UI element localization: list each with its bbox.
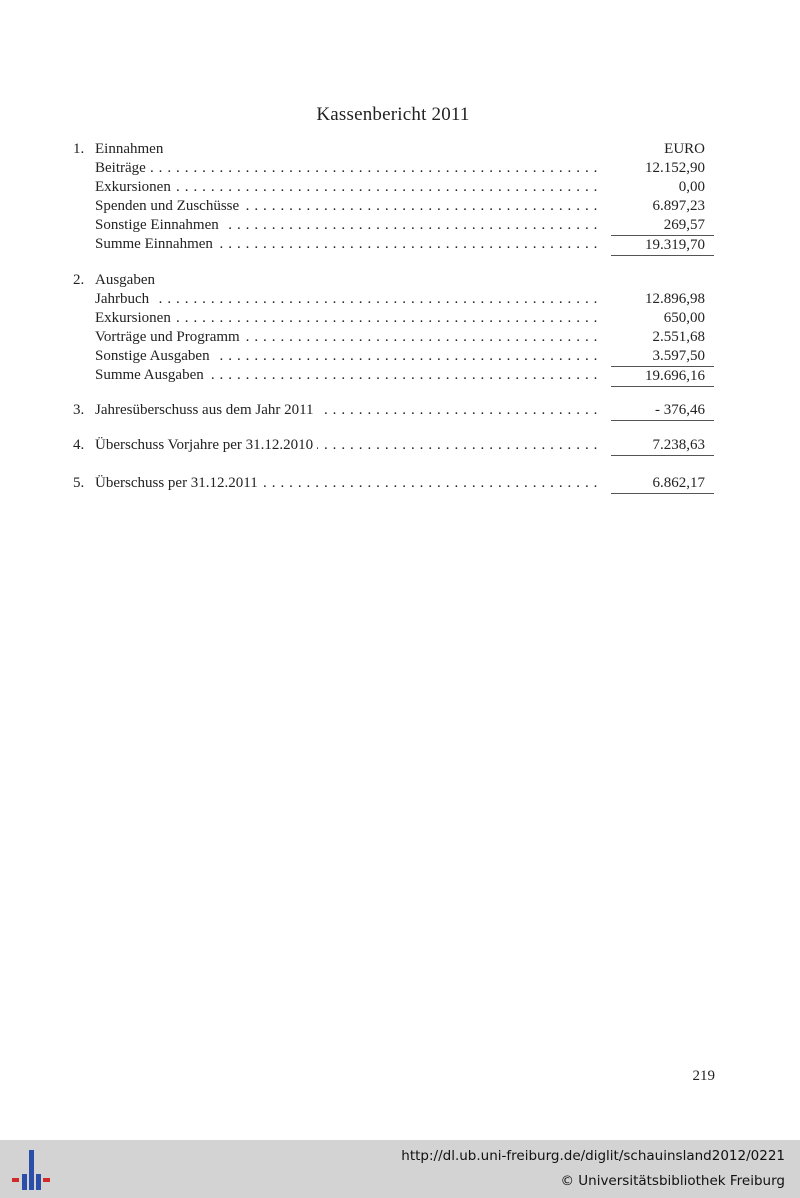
table-row [0, 216, 800, 235]
row-label: Jahrbuch [95, 291, 153, 307]
row-amount: 2.551,68 [652, 329, 705, 345]
section-number: 4. [73, 437, 85, 453]
section-heading-ausgaben [0, 271, 800, 290]
footer-bar [0, 1140, 800, 1198]
section-number: 1. [73, 141, 85, 157]
row-amount: 6.897,23 [652, 198, 705, 214]
table-row [0, 328, 800, 347]
total-row [0, 366, 800, 385]
summary-row [0, 474, 800, 493]
total-row [0, 235, 800, 254]
row-amount: 12.896,98 [645, 291, 705, 307]
total-label: Summe Ausgaben [95, 367, 208, 383]
summary-amount: 6.862,17 [611, 474, 714, 494]
table-row [0, 309, 800, 328]
table-row [0, 290, 800, 309]
summary-amount: 7.238,63 [611, 436, 714, 456]
section-heading-einnahmen [0, 140, 800, 159]
row-label: Exkursionen [95, 179, 175, 195]
row-label: Sonstige Ausgaben [95, 348, 214, 364]
summary-row [0, 401, 800, 420]
page-number: 219 [692, 1068, 715, 1084]
row-amount: 269,57 [663, 217, 705, 233]
summary-label: Jahresüberschuss aus dem Jahr 2011 [95, 402, 318, 418]
ub-freiburg-logo-icon[interactable] [10, 1148, 52, 1192]
total-amount: 19.319,70 [611, 235, 714, 256]
section-number: 2. [73, 272, 85, 288]
currency-header: EURO [664, 141, 705, 157]
row-label: Spenden und Zuschüsse [95, 198, 243, 214]
row-amount: 3.597,50 [652, 348, 705, 364]
row-label: Sonstige Einnahmen [95, 217, 223, 233]
row-label: Vorträge und Programm [95, 329, 244, 345]
copyright-notice: © Universitätsbibliothek Freiburg [560, 1173, 785, 1189]
table-row [0, 347, 800, 366]
row-amount: 650,00 [663, 310, 705, 326]
row-amount: 12.152,90 [645, 160, 705, 176]
total-amount: 19.696,16 [611, 366, 714, 387]
summary-label: Überschuss Vorjahre per 31.12.2010 [95, 437, 317, 453]
section-heading: Ausgaben [95, 272, 159, 288]
permalink-url[interactable]: http://dl.ub.uni-freiburg.de/diglit/schauinsland2012/0221 [401, 1148, 785, 1164]
section-number: 5. [73, 475, 85, 491]
summary-label: Überschuss per 31.12.2011 [95, 475, 262, 491]
row-label: Exkursionen [95, 310, 175, 326]
row-label: Beiträge [95, 160, 150, 176]
total-label: Summe Einnahmen [95, 236, 217, 252]
table-row [0, 178, 800, 197]
section-number: 3. [73, 402, 85, 418]
summary-row [0, 436, 800, 455]
row-amount: 0,00 [678, 179, 705, 195]
summary-amount: - 376,46 [611, 401, 714, 421]
page-title: Kassenbericht 2011 [316, 104, 470, 125]
section-heading: Einnahmen [95, 141, 167, 157]
table-row [0, 159, 800, 178]
table-row [0, 197, 800, 216]
